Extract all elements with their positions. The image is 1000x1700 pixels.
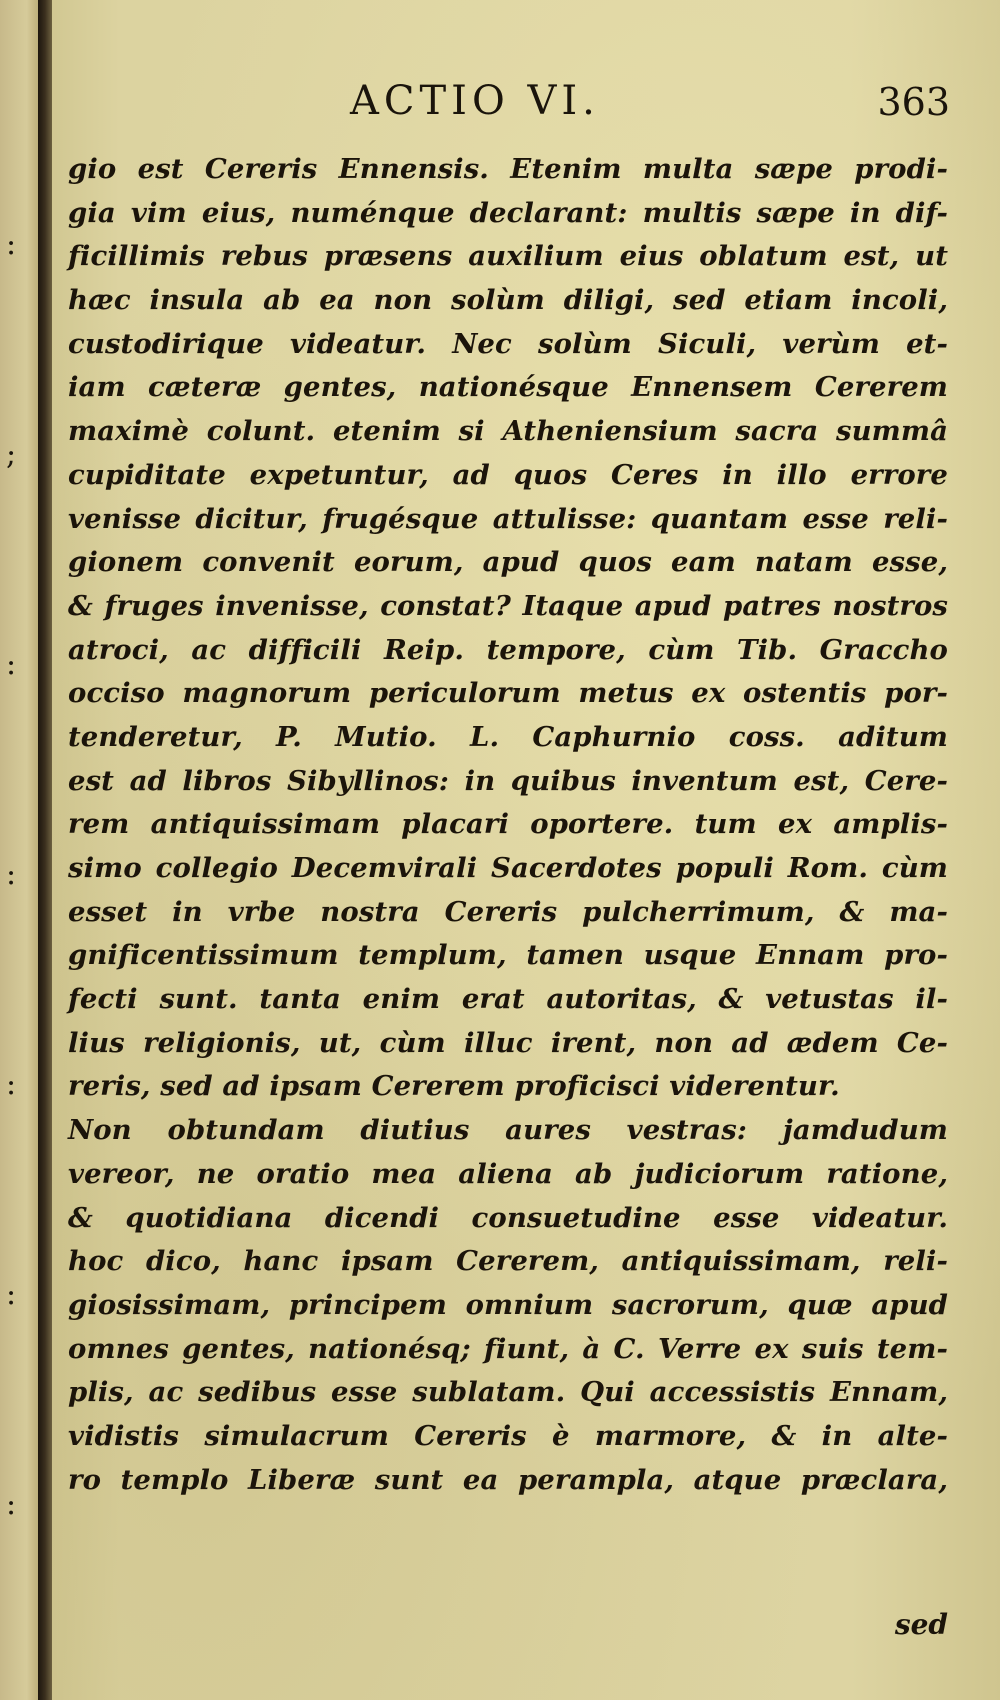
text-line: hæc insula ab ea non solùm diligi, sed etiam incoli,	[68, 284, 948, 317]
text-line: custodirique videatur. Nec solùm Siculi, verùm et-	[68, 327, 948, 360]
text-line: est ad libros Sibyllinos: in quibus inventum est, Cere-	[68, 764, 948, 797]
text-line: & quotidiana dicendi consuetudine esse videatur.	[68, 1201, 948, 1234]
text-line: occiso magnorum periculorum metus ex ostentis por-	[68, 677, 948, 710]
text-line: gionem convenit eorum, apud quos eam natam esse,	[68, 546, 948, 579]
text-line: Non obtundam diutius aures vestras: jamdudum	[68, 1114, 948, 1147]
facing-page-mark: :	[6, 857, 17, 892]
text-line: gio est Cereris Ennensis. Etenim multa sæpe prodi-	[68, 153, 948, 185]
text-line: gnificentissimum templum, tamen usque Ennam pro-	[68, 939, 948, 972]
text-line: venisse dicitur, frugésque attulisse: quantam esse reli-	[68, 502, 948, 535]
text-line: giosissimam, principem omnium sacrorum, quæ apud	[68, 1288, 948, 1321]
text-line: ro templo Liberæ sunt ea perampla, atque præclara,	[68, 1463, 948, 1496]
text-line: maximè colunt. etenim si Atheniensium sacra summâ	[68, 415, 948, 448]
facing-page-mark: :	[6, 1067, 17, 1102]
text-line: atroci, ac difficili Reip. tempore, cùm Tib. Graccho	[68, 633, 948, 666]
text-line: fecti sunt. tanta enim erat autoritas, & vetustas il-	[68, 983, 948, 1016]
text-line: omnes gentes, nationésq; fiunt, à C. Verre ex suis tem-	[68, 1332, 948, 1365]
text-line: tenderetur, P. Mutio. L. Caphurnio coss. aditum	[68, 720, 948, 753]
facing-page-marks	[6, 140, 26, 1610]
page-header	[80, 78, 960, 138]
text-line: vereor, ne oratio mea aliena ab judiciorum ratione,	[68, 1157, 948, 1190]
page-number: 363	[877, 80, 950, 124]
facing-page-mark: :	[6, 1487, 17, 1522]
facing-page-mark: :	[6, 227, 17, 262]
text-line: reris, sed ad ipsam Cererem proficisci viderentur.	[68, 1070, 840, 1103]
text-line: esset in vrbe nostra Cereris pulcherrimum, & ma-	[68, 895, 948, 928]
text-line: plis, ac sedibus esse sublatam. Qui accessistis Ennam,	[68, 1376, 948, 1409]
text-line: simo collegio Decemvirali Sacerdotes populi Rom. cùm	[68, 852, 948, 884]
text-line: ficillimis rebus præsens auxilium eius oblatum est, ut	[68, 240, 948, 273]
text-line: gia vim eius, numénque declarant: multis sæpe in dif-	[68, 196, 948, 229]
text-line: & fruges invenisse, constat? Itaque apud patres nostros	[68, 589, 948, 622]
catchword: sed	[894, 1608, 948, 1641]
text-line: iam cæteræ gentes, nationésque Ennensem Cererem	[68, 371, 948, 404]
body-text	[68, 148, 948, 1502]
book-gutter	[38, 0, 52, 1700]
text-line: lius religionis, ut, cùm illuc irent, non ad ædem Ce-	[68, 1026, 948, 1059]
facing-page-mark: ;	[6, 437, 17, 472]
text-line: vidistis simulacrum Cereris è marmore, & in alte-	[68, 1419, 948, 1452]
running-head: ACTIO VI.	[350, 78, 600, 124]
facing-page-mark: :	[6, 647, 17, 682]
text-line: rem antiquissimam placari oportere. tum ex amplis-	[68, 808, 948, 841]
text-line: hoc dico, hanc ipsam Cererem, antiquissimam, reli-	[68, 1245, 948, 1278]
facing-page-mark: :	[6, 1277, 17, 1312]
text-line: cupiditate expetuntur, ad quos Ceres in illo errore	[68, 458, 948, 491]
